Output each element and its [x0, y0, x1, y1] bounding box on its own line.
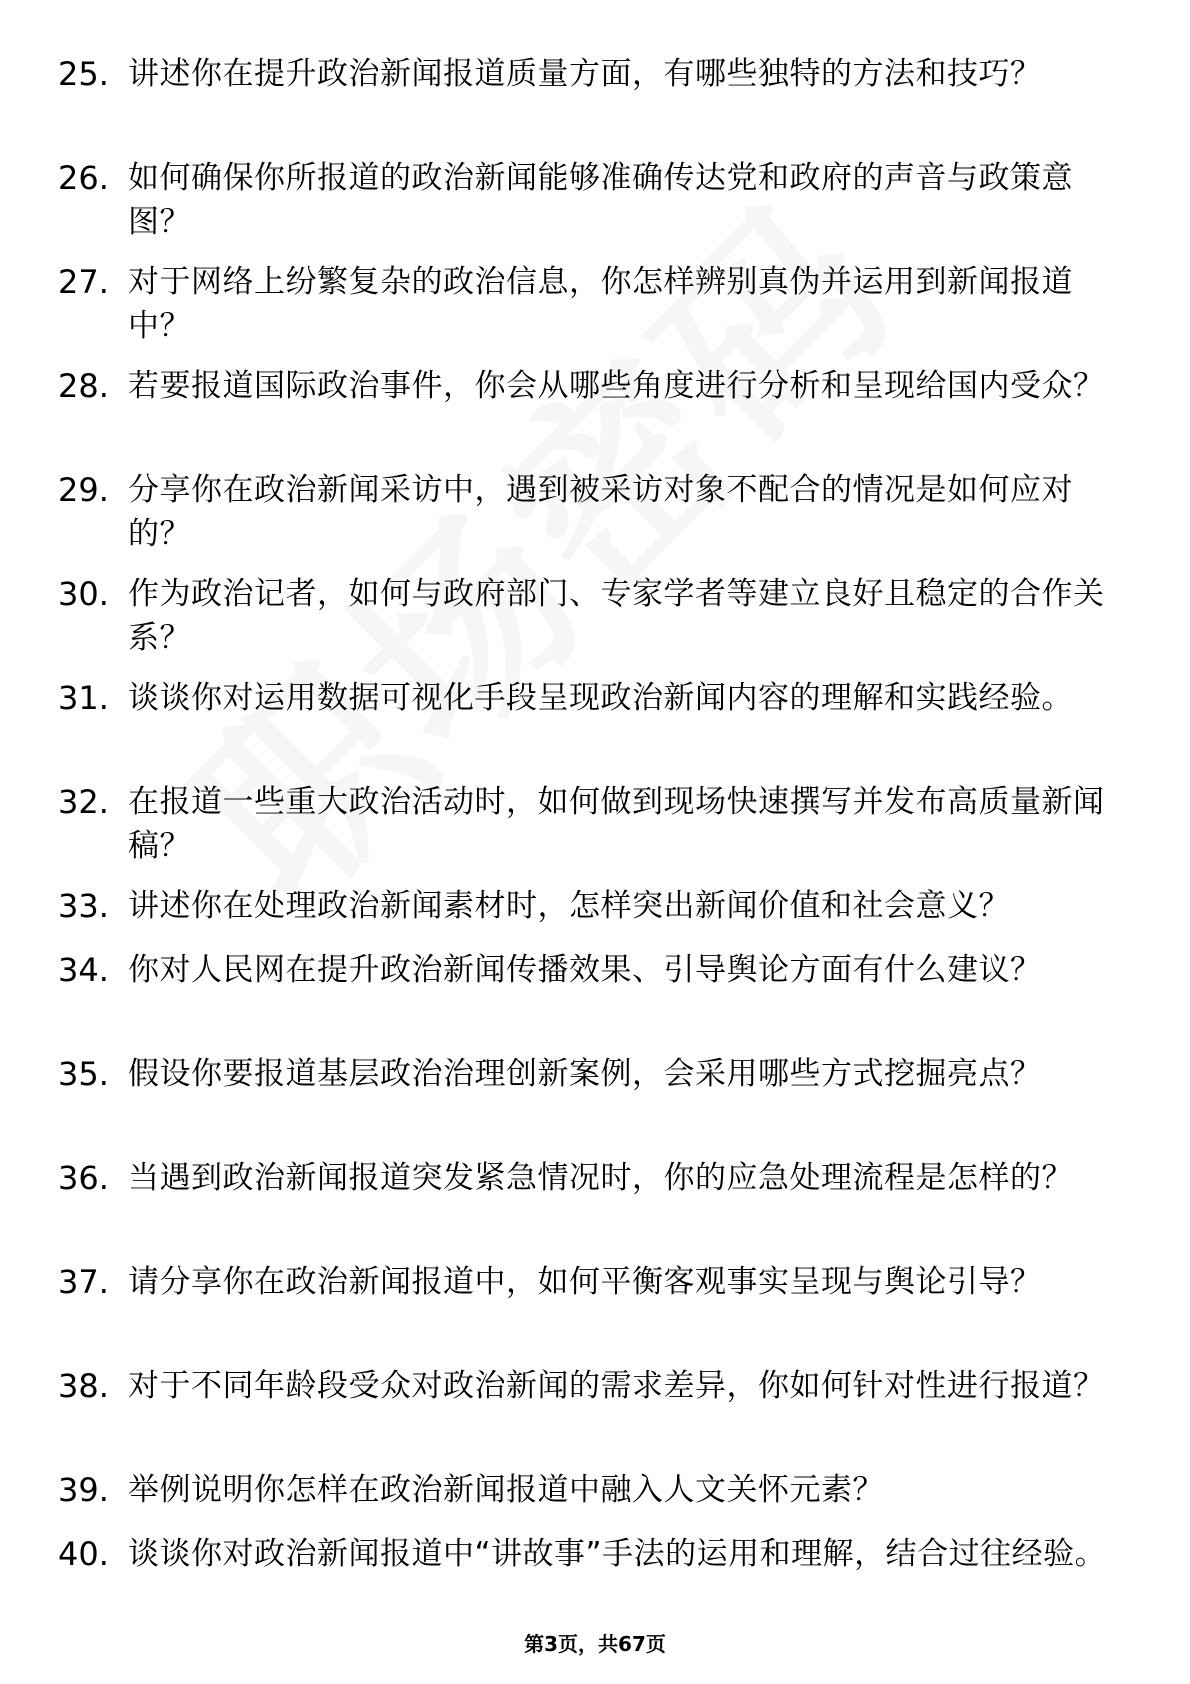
- question-list: [0, 52, 1190, 1636]
- question-number: 34.: [58, 951, 109, 989]
- question-text: 对于网络上纷繁复杂的政治信息，你怎样辨别真伪并运用到新闻报道中？: [128, 264, 1073, 344]
- question-text: 当遇到政治新闻报道突发紧急情况时，你的应急处理流程是怎样的？: [128, 1160, 1073, 1196]
- question-number: 33.: [58, 887, 109, 925]
- question-item: [0, 780, 1190, 864]
- question-number: 30.: [58, 575, 109, 613]
- question-item: [0, 572, 1190, 656]
- question-item: [0, 1364, 1190, 1444]
- question-item: [0, 364, 1190, 444]
- question-number: 37.: [58, 1263, 109, 1301]
- question-text: 作为政治记者，如何与政府部门、专家学者等建立良好且稳定的合作关系？: [128, 576, 1105, 656]
- question-number: 28.: [58, 367, 109, 405]
- question-number: 29.: [58, 471, 109, 509]
- question-item: [0, 1156, 1190, 1236]
- question-item: [0, 884, 1190, 924]
- question-number: 36.: [58, 1159, 109, 1197]
- question-text: 假设你要报道基层政治治理创新案例，会采用哪些方式挖掘亮点？: [128, 1056, 1042, 1092]
- question-item: [0, 1052, 1190, 1132]
- question-text: 举例说明你怎样在政治新闻报道中融入人文关怀元素？: [128, 1472, 884, 1508]
- question-text: 你对人民网在提升政治新闻传播效果、引导舆论方面有什么建议？: [128, 952, 1042, 988]
- question-number: 32.: [58, 783, 109, 821]
- question-item: [0, 52, 1190, 132]
- question-text: 请分享你在政治新闻报道中，如何平衡客观事实呈现与舆论引导？: [128, 1264, 1042, 1300]
- question-text: 讲述你在提升政治新闻报道质量方面，有哪些独特的方法和技巧？: [128, 56, 1042, 92]
- question-number: 35.: [58, 1055, 109, 1093]
- question-item: [0, 676, 1190, 756]
- question-text: 若要报道国际政治事件，你会从哪些角度进行分析和呈现给国内受众？: [128, 368, 1105, 404]
- question-item: [0, 156, 1190, 240]
- question-item: [0, 948, 1190, 1028]
- question-text: 谈谈你对政治新闻报道中“讲故事”手法的运用和理解，结合过往经验。: [128, 1536, 1107, 1572]
- question-text: 对于不同年龄段受众对政治新闻的需求差异，你如何针对性进行报道？: [128, 1368, 1105, 1404]
- question-number: 26.: [58, 159, 109, 197]
- question-item: [0, 1532, 1190, 1612]
- question-item: [0, 1468, 1190, 1508]
- question-text: 在报道一些重大政治活动时，如何做到现场快速撰写并发布高质量新闻稿？: [128, 784, 1105, 864]
- question-number: 31.: [58, 679, 109, 717]
- question-item: [0, 468, 1190, 552]
- question-text: 讲述你在处理政治新闻素材时，怎样突出新闻价值和社会意义？: [128, 888, 1010, 924]
- question-number: 39.: [58, 1471, 109, 1509]
- page-number-footer: 第3页，共67页: [524, 1632, 666, 1656]
- question-item: [0, 260, 1190, 344]
- question-number: 27.: [58, 263, 109, 301]
- question-item: [0, 1260, 1190, 1340]
- question-text: 如何确保你所报道的政治新闻能够准确传达党和政府的声音与政策意图？: [128, 160, 1073, 240]
- question-number: 25.: [58, 55, 109, 93]
- question-number: 38.: [58, 1367, 109, 1405]
- question-text: 谈谈你对运用数据可视化手段呈现政治新闻内容的理解和实践经验。: [128, 680, 1073, 716]
- question-text: 分享你在政治新闻采访中，遇到被采访对象不配合的情况是如何应对的？: [128, 472, 1073, 552]
- question-number: 40.: [58, 1535, 109, 1573]
